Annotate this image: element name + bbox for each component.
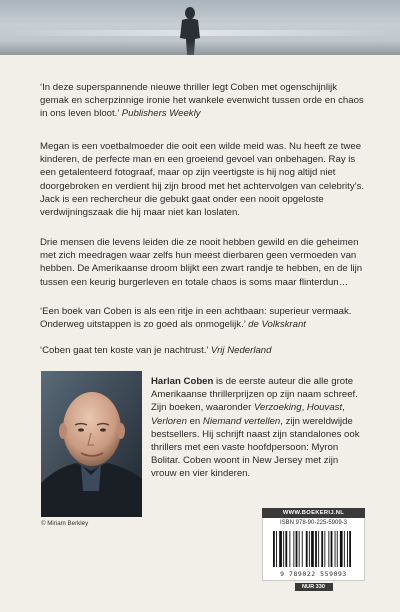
book-title: Niemand vertellen [202, 415, 281, 427]
barcode-area [262, 508, 365, 591]
isbn: ISBN 978-90-225-5909-3 [262, 518, 365, 528]
book-title: Houvast [306, 402, 343, 414]
publisher-website: WWW.BOEKERIJ.NL [262, 508, 365, 518]
barcode [262, 528, 365, 581]
synopsis-paragraph-2: Drie mensen die levens leiden die ze nooit hebben gewild en die geheimen met zich meedragen waar zelfs hun meest dierbaren geen vermoeden van hebben. De Amerikaanse droom blijkt een zwart randje te hebben, en de lijn tussen een keurig burgerleven en totale chaos is soms maar flinterdun… [40, 237, 363, 288]
book-title: Verloren [151, 415, 187, 427]
author-name: Harlan Coben [151, 376, 214, 387]
nur-code: NUR 330 [295, 583, 333, 591]
quote-vrij-nederland: ‘Coben gaat ten koste van je nachtrust.’ Vrij Nederland [40, 345, 272, 356]
quote-source: Publishers Weekly [121, 108, 201, 120]
quote-source: Vrij Nederland [210, 345, 272, 356]
photo-credit: © Miriam Berkley [41, 520, 89, 527]
synopsis-paragraph-1: Megan is een voetbalmoeder die ooit een wilde meid was. Nu heeft ze twee kinderen, de perfecte man en een groeiend gevoel van onbehagen. Ray is een getalenteerd fotograaf, maar op zijn veertigste is hij nog altijd niet doorgebroken en verdient hij zijn brood met het achtervolgen van celebrity’s. Jack is een rechercheur die gebukt gaat onder een nooit opgeloste verdwijningszaak die hij maar niet kan loslaten. [40, 141, 365, 219]
barcode-number: 9 789022 559093 [280, 570, 347, 578]
cover-top-photo [0, 0, 400, 55]
quote-publishers-weekly: ‘In deze superspannende nieuwe thriller legt Coben met ogenschijnlijk gemak en scherpzinnige ironie het wankele evenwicht tussen orde en chaos in ons leven bloot.’ Publishers Weekly [40, 82, 364, 120]
quote-source: de Volkskrant [248, 319, 306, 331]
book-title: Verzoeking [253, 402, 302, 414]
quote-volkskrant: ‘Een boek van Coben is als een ritje in een achtbaan: superieur vermaak. Onderweg uitstappen is zo goed als onmogelijk.’ de Volkskrant [40, 306, 352, 331]
author-photo [41, 371, 142, 517]
barcode-bars [271, 531, 358, 569]
author-bio: Harlan Coben is de eerste auteur die alle grote Amerikaanse thrillerprijzen op zijn naam schreef. Zijn boeken, waaronder Verzoeking, Houvast, Verloren en Niemand vertellen, zijn wereldwijde bestsellers. Hij schrijft naast zijn standalones ook thrillers met een vaste hoofdpersoon: Myron Bolitar. Coben woont in New Jersey met zijn vrouw en vier kinderen. [151, 376, 360, 480]
